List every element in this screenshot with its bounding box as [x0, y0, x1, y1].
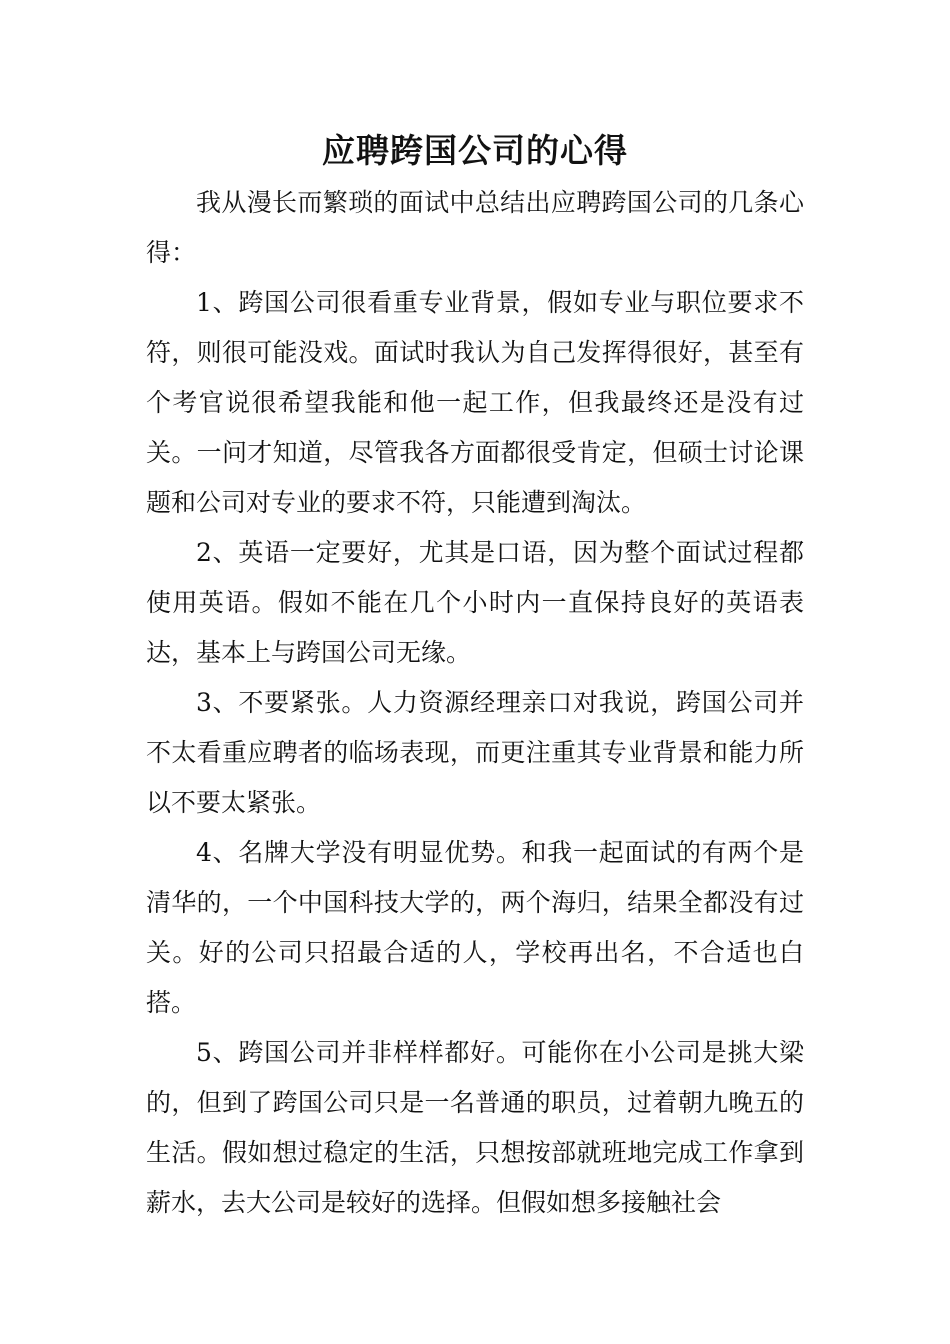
- paragraph-point-3: 3、不要紧张。人力资源经理亲口对我说，跨国公司并不太看重应聘者的临场表现，而更注重其专业背景和能力所以不要太紧张。: [146, 688, 804, 817]
- paragraph-point-1: 1、跨国公司很看重专业背景，假如专业与职位要求不符，则很可能没戏。面试时我认为自己发挥得很好，甚至有个考官说很希望我能和他一起工作，但我最终还是没有过关。一问才知道，尽管我各方面都很受肯定，但硕士讨论课题和公司对专业的要求不符，只能遭到淘汰。: [146, 288, 804, 517]
- document-title: 应聘跨国公司的心得: [322, 131, 628, 170]
- paragraph-intro: 我从漫长而繁琐的面试中总结出应聘跨国公司的几条心得：: [146, 188, 804, 267]
- paragraph-point-2: 2、英语一定要好，尤其是口语，因为整个面试过程都使用英语。假如不能在几个小时内一直保持良好的英语表达，基本上与跨国公司无缘。: [146, 538, 804, 667]
- paragraph-point-5: 5、跨国公司并非样样都好。可能你在小公司是挑大梁的，但到了跨国公司只是一名普通的职员，过着朝九晚五的生活。假如想过稳定的生活，只想按部就班地完成工作拿到薪水，去大公司是较好的选择。但假如想多接触社会: [146, 1038, 804, 1217]
- paragraph-point-4: 4、名牌大学没有明显优势。和我一起面试的有两个是清华的，一个中国科技大学的，两个海归，结果全都没有过关。好的公司只招最合适的人，学校再出名，不合适也白搭。: [146, 838, 804, 1017]
